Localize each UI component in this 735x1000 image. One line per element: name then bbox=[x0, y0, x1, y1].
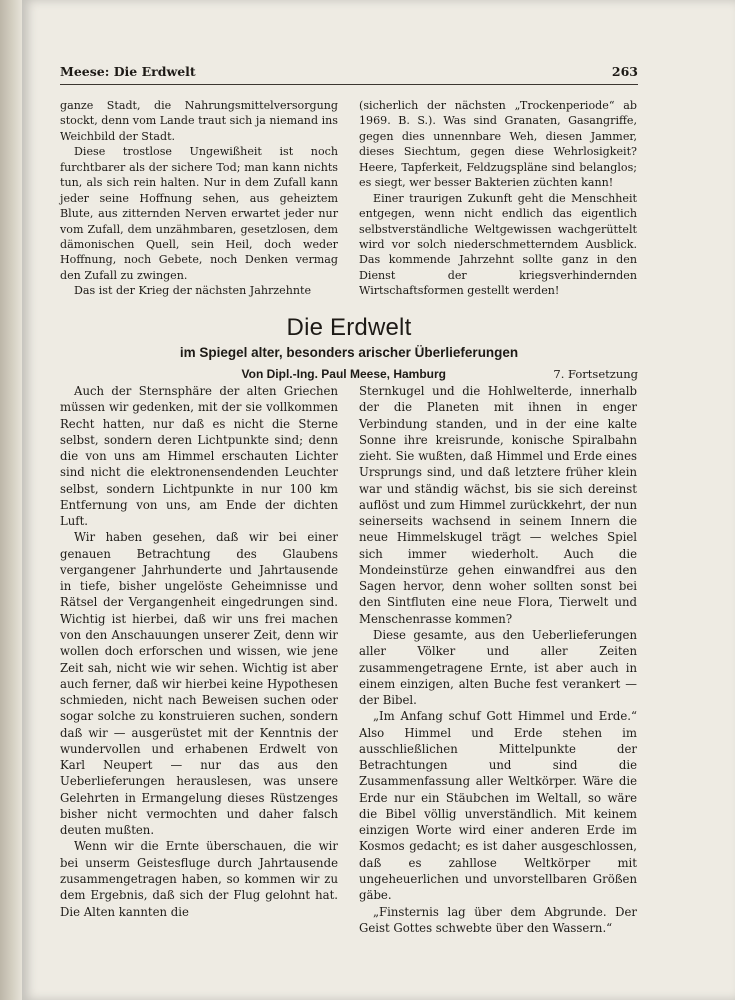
paragraph: Wir haben gesehen, daß wir bei einer genauen Betrachtung des Glaubens vergangener Jahrhunderte und Jahrtausende in tiefe, bisher ungelöste Geheimnisse und Rätsel der Vergangenheit eingedrungen sind. Wichtig ist hierbei, daß wir uns frei machen von den Anschauungen unserer Zeit, denn wir wollen doch erforschen und wissen, wie jene Zeit sah, nicht wie wir sehen. Wichtig ist aber auch ferner, daß wir hierbei keine Hypothesen schmieden, nicht nach Beweisen suchen oder sogar solche zu konstruieren suchen, sondern daß wir — ausgerüstet mit der Kenntnis der wundervollen und erhabenen Erdwelt von Karl Neupert — nur das aus den Ueberlieferungen herauslesen, was unsere Gelehrten in Ermangelung dieses Rüstzenges bisher nicht vermochten und daher falsch deuten mußten. bbox=[60, 530, 338, 838]
column-top-left bbox=[60, 98, 338, 299]
paragraph: ganze Stadt, die Nahrungsmittelversorgung stockt, denn vom Lande traut sich ja niemand ins Weichbild der Stadt. bbox=[60, 99, 338, 143]
running-title: Meese: Die Erdwelt bbox=[60, 64, 196, 79]
article-subtitle: im Spiegel alter, besonders arischer Überlieferungen bbox=[179, 345, 519, 360]
paragraph: Sternkugel und die Hohlwelterde, innerhalb der die Planeten mit ihnen in enger Verbindung standen, und in der eine kalte Sonne ihre kreisrunde, konische Spiralbahn zieht. Sie wußten, daß Himmel und Erde eines Ursprungs sind, und daß letztere früher klein war und ständig wächst, bis sie sich dereinst auflöst und zum Himmel zurückkehrt, der nun seinerseits wachsend in seinem Innern die neue Himmelskugel trägt — welches Spiel sich immer wiederholt. Auch die Mondeinstürze gehen einwandfrei aus den Sagen hervor, denn woher sollten sonst bei den Sintfluten eine neue Flora, Tierwelt und Menschenrasse kommen? bbox=[359, 384, 637, 626]
paragraph: Wenn wir die Ernte überschauen, die wir bei unserm Geistesfluge durch Jahrtausende zusammengetragen haben, so kommen wir zu dem Ergebnis, daß sich der Flug gelohnt hat. Die Alten kannten die bbox=[60, 839, 338, 919]
paragraph: Das ist der Krieg der nächsten Jahrzehnte bbox=[74, 284, 312, 298]
column-bottom-left bbox=[60, 383, 338, 920]
paragraph: (sicherlich der nächsten „Trockenperiode“ ab 1969. B. S.). Was sind Granaten, Gasangriffe, gegen dies unnennbare Weh, diesen Jammer, dieses Siechtum, gegen diese Wehrlosigkeit? Heere, Tapferkeit, Feldzugspläne sind belanglos; es siegt, wer besser Bakterien züchten kann! bbox=[359, 99, 637, 190]
paragraph: Diese gesamte, aus den Ueberlieferungen aller Völker und aller Zeiten zusammengetragene Ernte, ist aber auch in einem einzigen, alten Buche fest verankert — der Bibel. bbox=[359, 627, 637, 708]
paragraph: „Im Anfang schuf Gott Himmel und Erde.“ Also Himmel und Erde stehen im ausschließlichen Mittelpunkte der Betrachtungen und sind die Zusammenfassung aller Weltkörper. Wäre die Erde nur ein Stäubchen im Weltall, so wäre die Bibel völlig unverständlich. Mit keinem einzigen Worte wird einer anderen Erde im Kosmos gedacht; es ist daher ausgeschlossen, daß es zahllose Weltkörper mit ungeheuerlichen und unvorstellbaren Größen gäbe. bbox=[359, 709, 637, 903]
book-binding bbox=[0, 0, 22, 1000]
paragraph: „Finsternis lag über dem Abgrunde. Der Geist Gottes schwebte über den Wassern.“ bbox=[359, 904, 637, 935]
paragraph: Diese trostlose Ungewißheit ist noch furchtbarer als der sichere Tod; man kann nichts tun, als sich rein halten. Nur in dem Zufall kann jeder seine Hoffnung sehen, aus geheiztem Blute, aus zitternden Nerven erwartet jeder nur vom Zufall, dem unzähmbaren, gesetzlosen, dem dämonischen Quell, sein Heil, doch weder Hoffnung, noch Gebete, noch Denken vermag den Zufall zu zwingen. bbox=[60, 145, 338, 282]
paragraph: Auch der Sternsphäre der alten Griechen müssen wir gedenken, mit der sie vollkommen Recht hatten, nur daß es nicht die Sterne selbst, sondern deren Lichtpunkte sind; denn die von uns am Himmel erschauten Lichter sind nicht die elektronensendenden Leuchter selbst, sondern Lichtpunkte in nur 100 km Entfernung von uns, am Ende der dichten Luft. bbox=[60, 384, 338, 529]
column-bottom-right bbox=[359, 383, 637, 936]
author-line: Von Dipl.-Ing. Paul Meese, Hamburg bbox=[241, 367, 446, 381]
paragraph: Einer traurigen Zukunft geht die Menschheit entgegen, wenn nicht endlich das eigentlich selbstverständliche Weltgewissen wachgerüttelt wird vor solch niederschmetterndem Ausblick. Das kommende Jahrzehnt sollte ganz in den Dienst der kriegsverhindernden Wirtschaftsformen gestellt werden! bbox=[359, 191, 637, 298]
article-title: Die Erdwelt bbox=[286, 314, 412, 341]
page-number: 263 bbox=[611, 64, 638, 79]
column-top-right bbox=[359, 98, 637, 299]
continuation-note: 7. Fortsetzung bbox=[553, 367, 638, 381]
header-rule bbox=[60, 84, 638, 85]
